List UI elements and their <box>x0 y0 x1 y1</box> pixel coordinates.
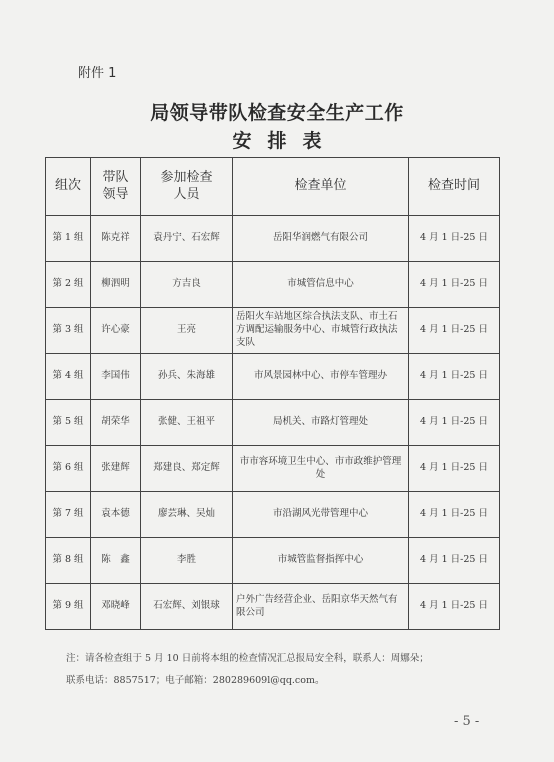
page-number: - 5 - <box>454 714 480 729</box>
cell-participants: 孙兵、朱海雄 <box>141 354 233 400</box>
document-title: 局领导带队检查安全生产工作 <box>150 102 404 124</box>
cell-unit: 市城管监督指挥中心 <box>233 538 409 584</box>
cell-group: 第 2 组 <box>46 262 91 308</box>
cell-leader: 袁本德 <box>91 492 141 538</box>
table-row <box>46 400 500 446</box>
cell-participants: 方吉良 <box>141 262 233 308</box>
cell-group: 第 7 组 <box>46 492 91 538</box>
cell-time: 4 月 1 日-25 日 <box>409 538 500 584</box>
table-row <box>46 584 500 630</box>
cell-leader: 张建辉 <box>91 446 141 492</box>
header-time: 检查时间 <box>409 158 500 216</box>
cell-time: 4 月 1 日-25 日 <box>409 446 500 492</box>
schedule-table <box>45 157 500 630</box>
cell-group: 第 1 组 <box>46 216 91 262</box>
cell-unit: 市沿湖风光带管理中心 <box>233 492 409 538</box>
header-group: 组次 <box>46 158 91 216</box>
cell-group: 第 6 组 <box>46 446 91 492</box>
header-leader: 带队 领导 <box>91 158 141 216</box>
cell-leader: 邓晓峰 <box>91 584 141 630</box>
cell-leader: 陈克祥 <box>91 216 141 262</box>
cell-leader: 柳泗明 <box>91 262 141 308</box>
table-header-row <box>46 158 500 216</box>
cell-participants: 廖芸琳、吴灿 <box>141 492 233 538</box>
table-row <box>46 262 500 308</box>
table-row <box>46 492 500 538</box>
cell-time: 4 月 1 日-25 日 <box>409 308 500 354</box>
cell-time: 4 月 1 日-25 日 <box>409 262 500 308</box>
header-participants: 参加检查 人员 <box>141 158 233 216</box>
cell-leader: 李国伟 <box>91 354 141 400</box>
cell-unit: 局机关、市路灯管理处 <box>233 400 409 446</box>
cell-time: 4 月 1 日-25 日 <box>409 492 500 538</box>
table-body <box>46 216 500 630</box>
table-row <box>46 446 500 492</box>
footnote <box>66 648 516 692</box>
table-row <box>46 216 500 262</box>
cell-unit: 岳阳华润燃气有限公司 <box>233 216 409 262</box>
table-row <box>46 538 500 584</box>
cell-unit: 岳阳火车站地区综合执法支队、市土石方调配运输服务中心、市城管行政执法支队 <box>233 308 409 354</box>
cell-participants: 石宏辉、刘银球 <box>141 584 233 630</box>
cell-time: 4 月 1 日-25 日 <box>409 354 500 400</box>
cell-unit: 市城管信息中心 <box>233 262 409 308</box>
cell-group: 第 3 组 <box>46 308 91 354</box>
table-row <box>46 308 500 354</box>
cell-time: 4 月 1 日-25 日 <box>409 584 500 630</box>
cell-participants: 袁丹宁、石宏辉 <box>141 216 233 262</box>
cell-unit: 市市容环境卫生中心、市市政维护管理处 <box>233 446 409 492</box>
cell-leader: 胡荣华 <box>91 400 141 446</box>
cell-participants: 张健、王祖平 <box>141 400 233 446</box>
cell-leader: 陈 鑫 <box>91 538 141 584</box>
cell-group: 第 5 组 <box>46 400 91 446</box>
footnote-line-1: 注：请各检查组于 5 月 10 日前将本组的检查情况汇总报局安全科，联系人：周娜朵； <box>66 653 429 664</box>
cell-time: 4 月 1 日-25 日 <box>409 400 500 446</box>
document-subtitle: 安排表 <box>232 130 338 152</box>
footnote-line-2: 联系电话：8857517；电子邮箱：280289609l@qq.com。 <box>66 675 325 686</box>
cell-group: 第 9 组 <box>46 584 91 630</box>
cell-participants: 李胜 <box>141 538 233 584</box>
table-row <box>46 354 500 400</box>
cell-group: 第 4 组 <box>46 354 91 400</box>
cell-group: 第 8 组 <box>46 538 91 584</box>
cell-unit: 市风景园林中心、市停车管理办 <box>233 354 409 400</box>
cell-leader: 许心豪 <box>91 308 141 354</box>
header-unit: 检查单位 <box>233 158 409 216</box>
cell-time: 4 月 1 日-25 日 <box>409 216 500 262</box>
cell-participants: 郑建良、郑定辉 <box>141 446 233 492</box>
attachment-label: 附件 1 <box>78 66 117 81</box>
cell-unit: 户外广告经营企业、岳阳京华天然气有限公司 <box>233 584 409 630</box>
cell-participants: 王亮 <box>141 308 233 354</box>
